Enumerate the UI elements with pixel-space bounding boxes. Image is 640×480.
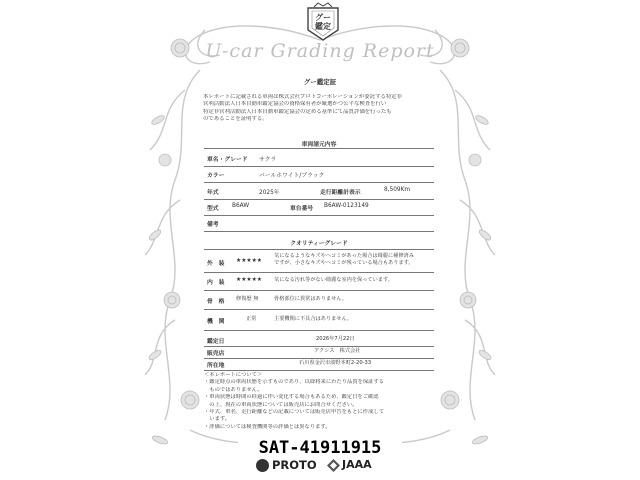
row-appraisal-date [204, 333, 434, 347]
mechanism-text: 主要機関に不具合はありません。 [274, 316, 353, 322]
certificate-title: グー鑑定証 [303, 78, 337, 86]
report-notes [204, 372, 436, 431]
chassis-label: 車台番号 [290, 206, 314, 212]
model-label: 型式 [207, 206, 219, 212]
intro-paragraph [203, 94, 435, 124]
intro-line: のであることを証明する。 [203, 116, 268, 123]
color-value: パールホワイト/ブラック [259, 173, 325, 179]
dealer-label: 販売店 [207, 351, 225, 357]
chassis-value: B6AW-0123149 [324, 203, 369, 209]
note-line: ・年式、車名、走行距離などの記載については販売店申告をもとに作成して [204, 409, 384, 416]
jaaa-logo-icon [327, 459, 340, 472]
intro-line: 営利活動法人日本自動車鑑定協会の資格保有者が厳選かつ公平な検査を行い [203, 101, 387, 108]
note-line: います。 [204, 416, 231, 423]
row-color [204, 165, 434, 183]
exterior-label: 外 装 [207, 261, 225, 267]
seal-text-top: グー [315, 13, 331, 22]
row-remarks [204, 214, 434, 232]
jaaa-logo-text: JAAA [342, 458, 372, 471]
remarks-label: 備考 [207, 222, 219, 228]
note-line: ・評価については検査機関等の評価とは異なります。 [204, 423, 331, 430]
interior-stars: ★★★★★ [236, 277, 262, 283]
address-value: 石川県金沢市湊野本町2-20-33 [299, 360, 372, 366]
model-value: B6AW [232, 203, 250, 209]
dealer-value: アクシス 株式会社 [314, 348, 361, 354]
exterior-stars: ★★★★★ [236, 258, 262, 264]
mechanism-value: 正常 [246, 316, 257, 322]
row-frame [204, 290, 434, 310]
year-label: 年式 [207, 190, 219, 196]
note-line: ＜本レポートについて＞ [204, 372, 263, 378]
frame-value: 修復歴 無 [236, 296, 259, 302]
proto-logo-icon [256, 459, 269, 472]
note-line: ・鑑定時点の車両状態を示すものであり、以降将来にわたり品質を保証する [204, 379, 385, 386]
row-exterior [204, 249, 434, 273]
vehicle-section-title: 車両諸元内容 [301, 142, 337, 148]
exterior-text-line1: 気になるようなキズやヘコミがあった場合は綺麗に補修済み [274, 253, 414, 259]
note-line: の上、現在の車両状態については販売店にお問合せください。 [204, 401, 358, 408]
script-title: U-car Grading Report [205, 40, 435, 62]
mechanism-label: 機 関 [207, 319, 225, 325]
footer-logos [272, 457, 382, 477]
row-address [204, 358, 434, 371]
exterior-text-line2: ですが、小さなキズやヘコミが残っている場合もあります。 [274, 260, 414, 266]
appraisal-date-value: 2026年7月22日 [316, 336, 355, 342]
interior-text: 気になる汚れ等がない綺麗な室内を保っています。 [274, 277, 393, 283]
color-label: カラー [207, 173, 225, 179]
note-line: ものではありません。 [204, 386, 263, 393]
mileage-value: 8,509Km [384, 187, 411, 193]
vehicle-name-label: 車名・グレード [207, 157, 248, 163]
seal-lettering [304, 2, 342, 42]
serial-number: SAT-41911915 [238, 438, 402, 458]
frame-text: 骨格部位に異常はありません。 [274, 296, 347, 302]
appraisal-date-label: 鑑定日 [207, 339, 225, 345]
note-line: ・車両状態は時間の経過に伴い変化する場合もあるため、鑑定日をご確認 [204, 394, 379, 401]
mileage-label: 走行距離計表示 [320, 190, 361, 196]
vehicle-name-value: サクラ [259, 157, 277, 163]
row-interior [204, 271, 434, 291]
row-mechanism [204, 309, 434, 331]
proto-logo-text: PROTO [272, 458, 317, 472]
seal-text-bottom: 鑑定 [315, 22, 331, 31]
year-value: 2025年 [259, 190, 280, 196]
intro-line: 本レポートに記載される車両は株式会社プロトコーポレーションが委託する特定非 [203, 94, 403, 100]
interior-label: 内 装 [207, 280, 225, 286]
address-label: 所在地 [207, 363, 225, 369]
quality-section-title: クオリティーグレード [290, 241, 348, 247]
intro-line: 特定非営利活動法人日本自動車鑑定協会の定める基準にて品質評価を行ったも [203, 108, 392, 115]
frame-label: 骨 格 [207, 299, 225, 305]
